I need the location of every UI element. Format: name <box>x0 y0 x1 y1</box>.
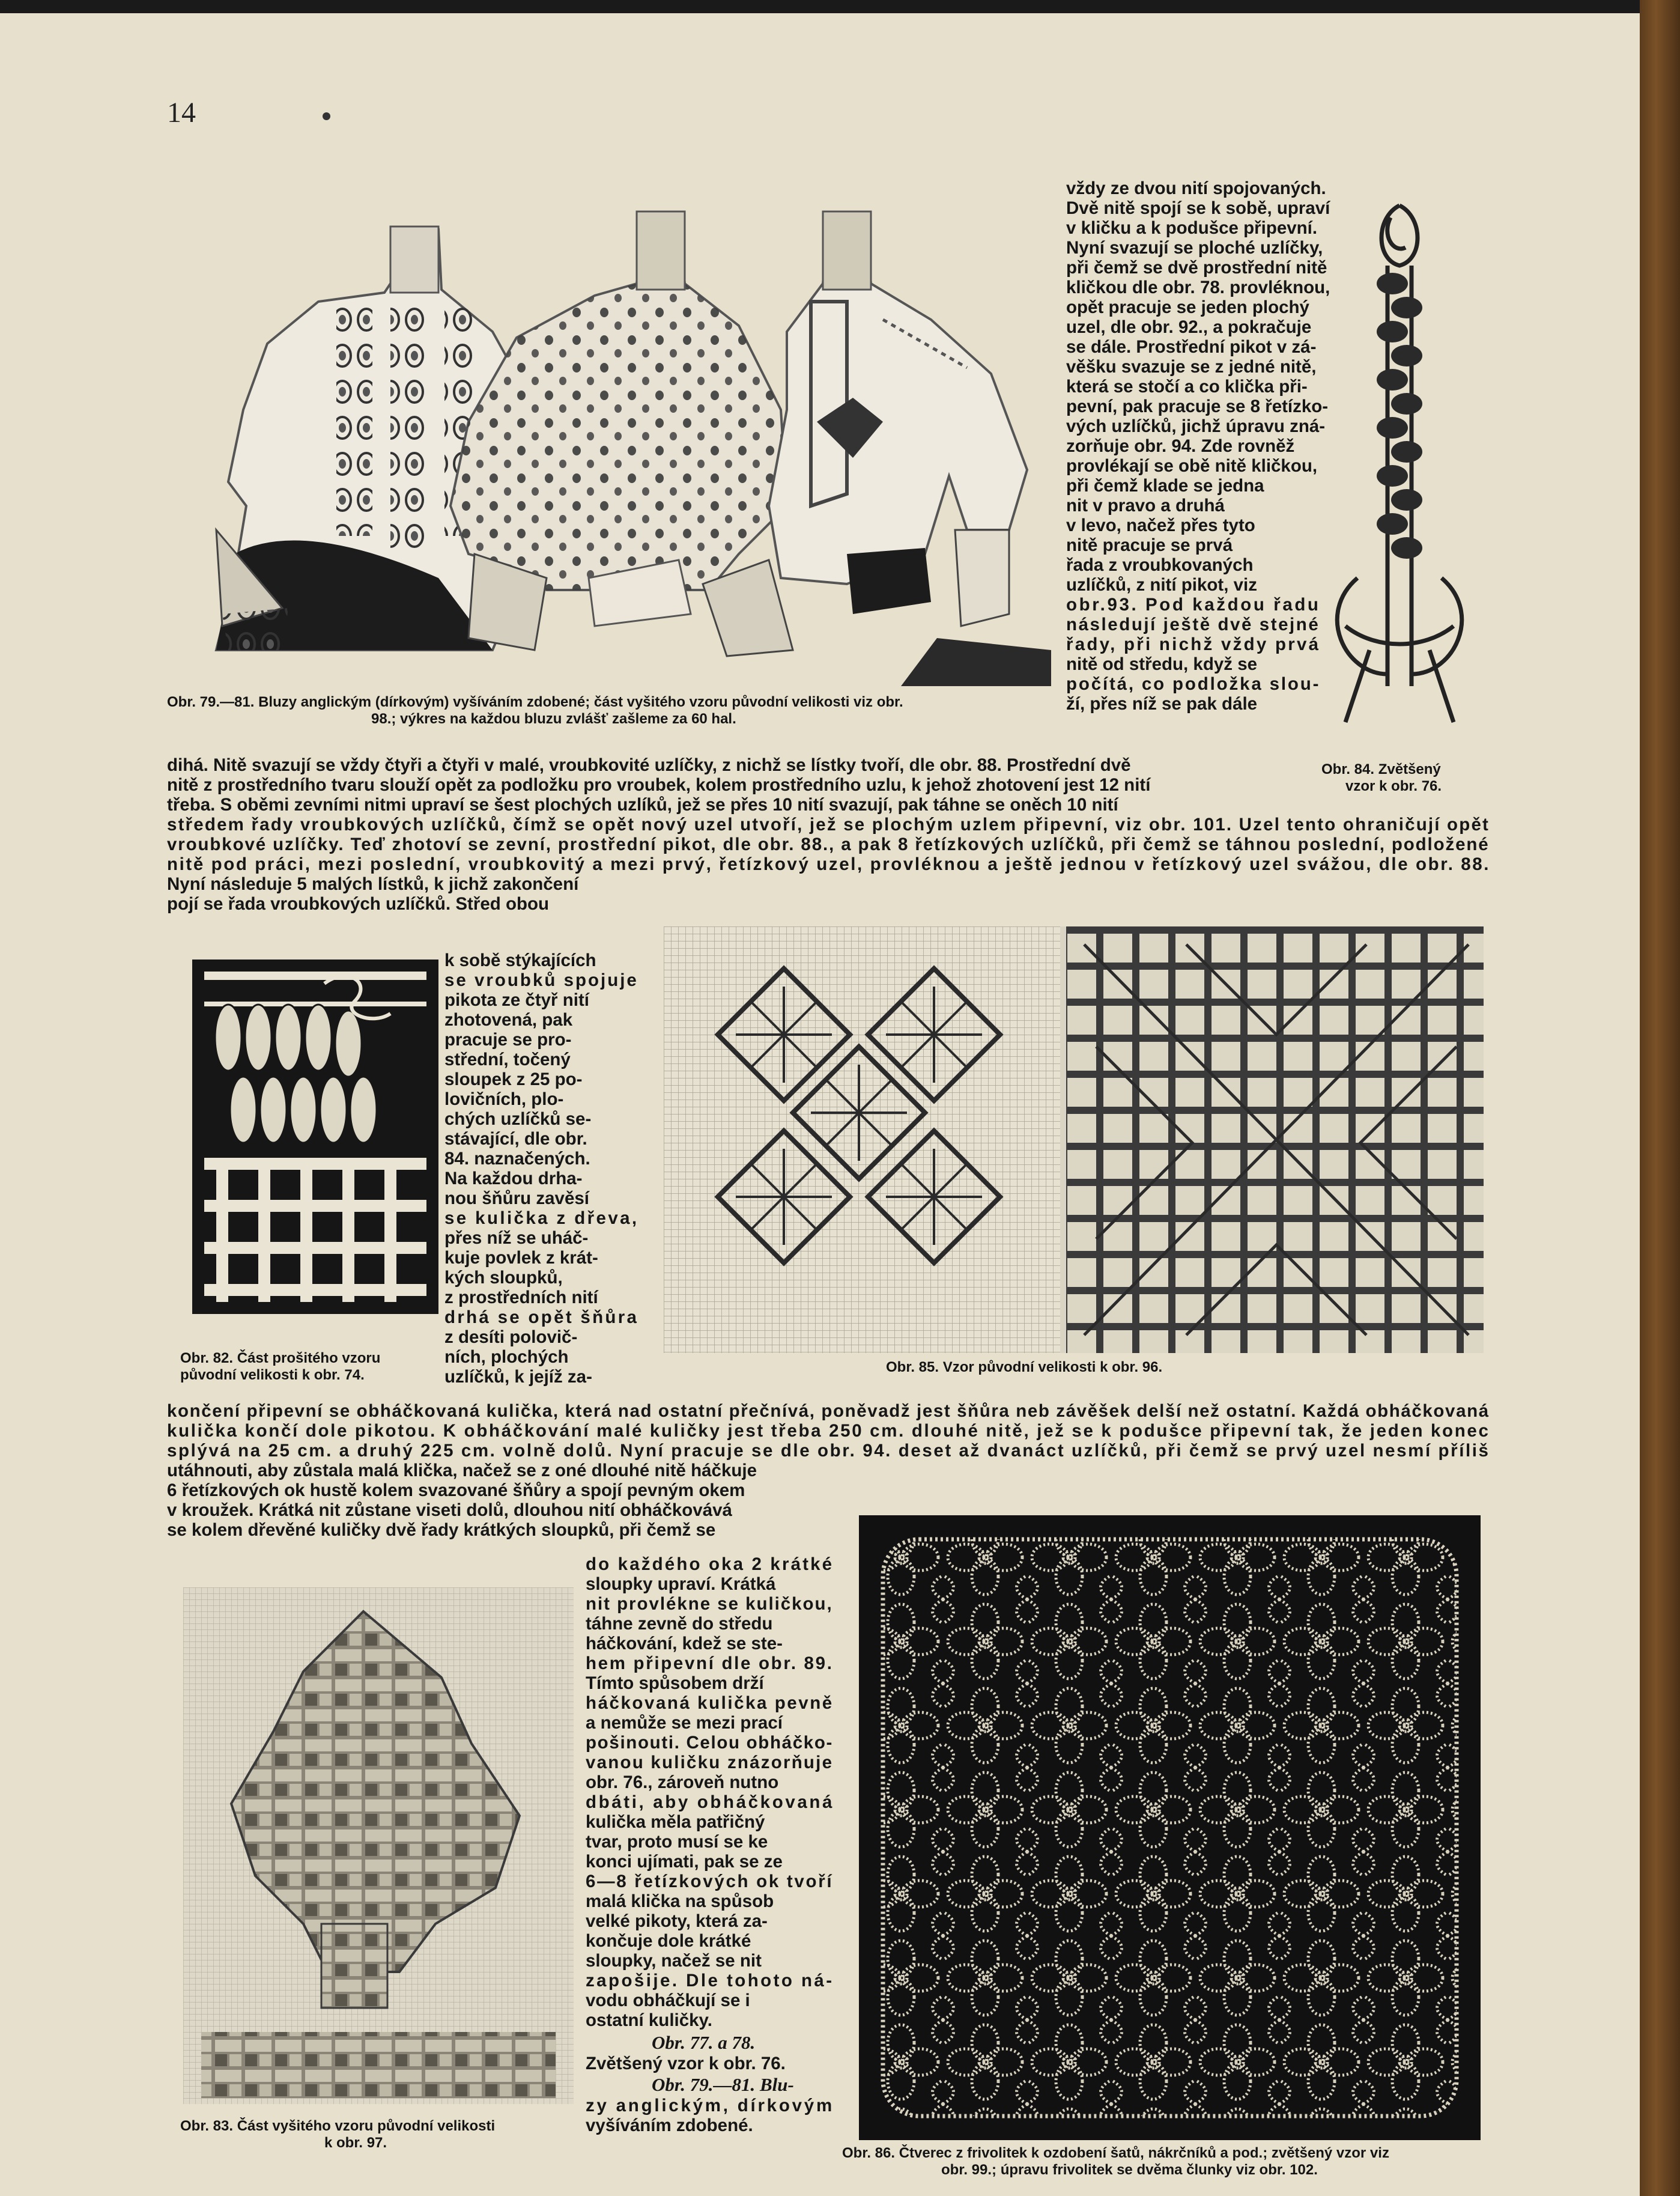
tatted-lace-square <box>859 1515 1481 2140</box>
caption-fig-86 <box>842 2145 1503 2179</box>
text-line: dihá. Nitě svazují se vždy čtyři a čtyři v malé, vroubkovité uzlíčky, z nichž se lístky tvoří, dle obr. 88. Prostřední dvě <box>167 755 1131 775</box>
text-line: a nemůže se mezi prací <box>586 1713 783 1733</box>
text-line: nitě pod práci, mezi poslední, vroubkovitý a mezi prvý, řetízkový uzel, provléknou a ještě jednou v řetízkový uzel svážou, dle obr. 88. <box>167 854 1491 874</box>
text-line: utáhnouti, aby zůstala malá klička, načež se z oné dlouhé nitě háčkuje <box>167 1461 757 1480</box>
caption-fig-85 <box>886 1359 1306 1376</box>
text-line: uzlíčků, k jejíž za- <box>444 1367 592 1387</box>
text-line: Tímto spůsobem drží <box>586 1673 764 1693</box>
text-line: ních, plochých <box>444 1347 569 1367</box>
text-line: pošinouti. Celou obháčko- <box>586 1733 834 1753</box>
text-line: k obr. 97. <box>324 2135 387 2151</box>
text-line: vzor k obr. 76. <box>1345 778 1442 794</box>
text-line: která se stočí a co klička při- <box>1066 377 1308 397</box>
text-line: zorňuje obr. 94. Zde rovněž <box>1066 436 1295 456</box>
note-obr-79-81: Obr. 79.—81. Blu- <box>652 2074 794 2095</box>
text-line: splývá na 25 cm. a druhý 225 cm. volně dolů. Nyní pracuje se dle obr. 94. deset až dvanáct uzlíčků, při čemž se prvý uzel nesmí příliš <box>167 1441 1490 1461</box>
text-line: vyšíváním zdobené. <box>586 2115 753 2135</box>
text-line: končení připevní se obháčkovaná kulička, která nad ostatní přečnívá, poněvadž jest šňůra neb závěšek delší než ostatní. Každá obháčkovaná <box>167 1401 1490 1421</box>
text-line: obr. 99.; úpravu frivolitek se dvěma člunky viz obr. 102. <box>941 2162 1318 2178</box>
text-line: ostatní kuličky. <box>586 2010 712 2030</box>
text-line: tvar, proto musí se ke <box>586 1832 768 1852</box>
text-line: vroubkové uzlíčky. Teď zhotoví se zevní, prostřední pikot, dle obr. 88., a pak 8 řetízkových uzlíčků, při čemž se táhnou poslední, podložené <box>167 835 1490 854</box>
knotted-cord-illustration <box>1321 193 1478 734</box>
text-line: kuje povlek z krát- <box>444 1248 598 1268</box>
text-line: kých sloupků, <box>444 1268 563 1288</box>
text-line: Obr. 82. Část prošitého vzoru <box>180 1350 381 1366</box>
text-line: 6—8 řetízkových ok tvoří <box>586 1872 834 1891</box>
text-line: kulička měla patřičný <box>586 1812 765 1832</box>
text-line: stávající, dle obr. <box>444 1129 587 1149</box>
text-line: při čemž se dvě prostřední nitě <box>1066 258 1327 278</box>
text-line: Obr. 79.—81. Bluzy anglickým (dírkovým) vyšíváním zdobené; část vyšitého vzoru původní velikosti viz obr. <box>167 694 903 710</box>
text-line: Nyní svazují se ploché uzlíčky, <box>1066 238 1323 258</box>
text-line: velké pikoty, která za- <box>586 1911 768 1931</box>
text-line: lovičních, plo- <box>444 1089 564 1109</box>
text-line: Zvětšený vzor k obr. 76. <box>586 2054 786 2073</box>
caption-fig-83 <box>180 2118 589 2152</box>
text-line: obr.93. Pod každou řadu <box>1066 595 1321 615</box>
text-middle-column <box>586 1554 835 2030</box>
text-line: zhotovená, pak <box>444 1010 573 1030</box>
text-line: dbáti, aby obháčkovaná <box>586 1792 835 1812</box>
text-line: uzlíčků, z nití pikot, viz <box>1066 575 1257 595</box>
text-zvetseny <box>586 2054 832 2073</box>
blouse-right <box>769 211 1051 686</box>
text-line: háčkování, kdež se ste- <box>586 1634 783 1653</box>
text-line: pevní, pak pracuje se 8 řetízko- <box>1066 397 1329 416</box>
text-line: středem řady vroubkových uzlíčků, čímž se opět nový uzel utvoří, jež se plochým uzlem připevní, viz obr. 101. Uzel tento ohraničují opět <box>167 815 1490 835</box>
text-right-mid <box>1066 476 1321 714</box>
text-line: sloupek z 25 po- <box>444 1069 583 1089</box>
text-line: táhne zevně do středu <box>586 1614 773 1634</box>
star-and-grid-embroidery <box>664 926 1484 1353</box>
text-line: střední, točený <box>444 1050 571 1069</box>
text-line: v kroužek. Krátká nit zůstane viseti dolů, dlouhou nití obháčkovává <box>167 1500 732 1520</box>
text-line: nitě od středu, když se <box>1066 654 1258 674</box>
text-line: 6 řetízkových ok hustě kolem svazované šňůry a spojí pevným okem <box>167 1480 745 1500</box>
text-line: v kličku a k podušce připevní. <box>1066 218 1318 238</box>
text-line: vodu obháčkují se i <box>586 1991 750 2010</box>
text-line: řada z vroubkovaných <box>1066 555 1254 575</box>
text-line: obr. 76., zároveň nutno <box>586 1772 779 1792</box>
text-line: v levo, načež přes tyto <box>1066 516 1255 535</box>
text-line: háčkovaná kulička pevně <box>586 1693 834 1713</box>
blouses-illustration <box>210 193 1051 686</box>
text-line: Nyní následuje 5 malých lístků, k jichž zakončení <box>167 874 579 894</box>
text-line: se kolem dřevěné kuličky dvě řady krátkých sloupků, při čemž se <box>167 1520 716 1540</box>
text-line: řady, při nichž vždy prvá <box>1066 634 1321 654</box>
text-line: původní velikosti k obr. 74. <box>180 1367 365 1383</box>
text-line: sloupky, načež se nit <box>586 1951 762 1971</box>
text-line: třeba. S oběmi zevními nitmi upraví se šest plochých uzlíků, jež se přes 10 nití svazují, pak táhne se oněch 10 nití <box>167 795 1118 815</box>
text-line: malá klička na spůsob <box>586 1891 774 1911</box>
diamond-satin-stitch <box>183 1587 574 2104</box>
text-line: se vroubků spojuje <box>444 970 638 990</box>
text-line: věšku svazuje se z jedné nitě, <box>1066 357 1317 377</box>
text-line: 84. naznačených. <box>444 1149 590 1169</box>
text-line: ží, přes níž se pak dále <box>1066 694 1258 714</box>
text-line: sloupky upraví. Krátká <box>586 1574 776 1594</box>
text-line: zy anglickým, dírkovým <box>586 2096 834 2115</box>
text-line: drhá se opět šňůra <box>444 1307 639 1327</box>
book-spine-edge <box>1640 0 1680 2196</box>
text-line: z desíti polovič- <box>444 1327 578 1347</box>
text-line: nitě pracuje se prvá <box>1066 535 1233 555</box>
text-line: Obr. 84. Zvětšený <box>1321 761 1441 777</box>
blouse-middle <box>450 211 793 656</box>
text-line: opět pracuje se jeden plochý <box>1066 297 1309 317</box>
text-line: do každého oka 2 krátké <box>586 1554 834 1574</box>
text-line: pojí se řada vroubkových uzlíčků. Střed obou <box>167 894 550 914</box>
page-mark-dot <box>323 112 330 120</box>
text-line: kličkou dle obr. 78. provléknou, <box>1066 278 1330 297</box>
text-line: Dvě nitě spojí se k sobě, upraví <box>1066 198 1330 218</box>
text-line: chých uzlíčků se- <box>444 1109 592 1129</box>
text-line: při čemž klade se jedna <box>1066 476 1264 496</box>
caption-fig-79-81 <box>167 694 1032 728</box>
text-line: pracuje se pro- <box>444 1030 572 1050</box>
woven-stitch-sample <box>192 960 438 1314</box>
text-line: Na každou drha- <box>444 1169 583 1188</box>
text-line: Obr. 86. Čtverec z frivolitek k ozdobení šatů, nákrčníků a pod.; zvětšený vzor viz <box>842 2145 1389 2161</box>
text-line: uzel, dle obr. 92., a pokračuje <box>1066 317 1312 337</box>
text-line: přes níž se uháč- <box>444 1228 589 1248</box>
magazine-page <box>0 13 1640 2196</box>
text-line: nitě z prostředního tvaru slouží opět za podložku pro vroubek, kolem prostředního uzlu, k jehož zhotovení jest 12 nití <box>167 775 1151 795</box>
text-line: nit provlékne se kuličkou, <box>586 1594 833 1614</box>
text-line: vých uzlíčků, jichž úpravu zná- <box>1066 416 1326 436</box>
text-line: hem připevní dle obr. 89. <box>586 1653 834 1673</box>
text-line: vanou kuličku znázorňuje <box>586 1753 834 1772</box>
text-line: končuje dole krátké <box>586 1931 751 1951</box>
text-line: počítá, co podložka slou- <box>1066 674 1321 694</box>
text-line: se dále. Prostřední pikot v zá- <box>1066 337 1317 357</box>
text-line: nit v pravo a druhá <box>1066 496 1225 516</box>
text-line: z prostředních nití <box>444 1288 598 1307</box>
text-full-a <box>167 755 1491 914</box>
text-line: k sobě stýkajících <box>444 950 596 970</box>
text-line: provlékají se obě nitě kličkou, <box>1066 456 1318 476</box>
caption-fig-82 <box>180 1350 420 1384</box>
text-line: pikota ze čtyř nití <box>444 990 589 1010</box>
text-line: Obr. 83. Část vyšitého vzoru původní velikosti <box>180 2118 496 2134</box>
page-number: 14 <box>167 97 196 129</box>
text-line: následují ještě dvě stejné <box>1066 615 1320 634</box>
text-line: nou šňůru zavěsí <box>444 1188 589 1208</box>
text-line: vždy ze dvou nití spojovaných. <box>1066 178 1326 198</box>
text-line: 98.; výkres na každou bluzu zvlášť zašleme za 60 hal. <box>371 711 736 727</box>
text-narrow-column <box>444 950 637 1387</box>
text-line: kulička končí dole pikotou. K obháčkování malé kuličky jest třeba 250 cm. dlouhé nitě, jež se k podušce připevní tak, že jeden konec <box>167 1421 1490 1441</box>
text-line: konci ujímati, pak se ze <box>586 1852 783 1872</box>
note-obr-77-78: Obr. 77. a 78. <box>652 2032 756 2053</box>
text-blouse-note <box>586 2096 832 2135</box>
text-line: zapošije. Dle tohoto ná- <box>586 1971 834 1991</box>
text-line: Obr. 85. Vzor původní velikosti k obr. 96. <box>886 1359 1163 1375</box>
text-line: se kulička z dřeva, <box>444 1208 639 1228</box>
